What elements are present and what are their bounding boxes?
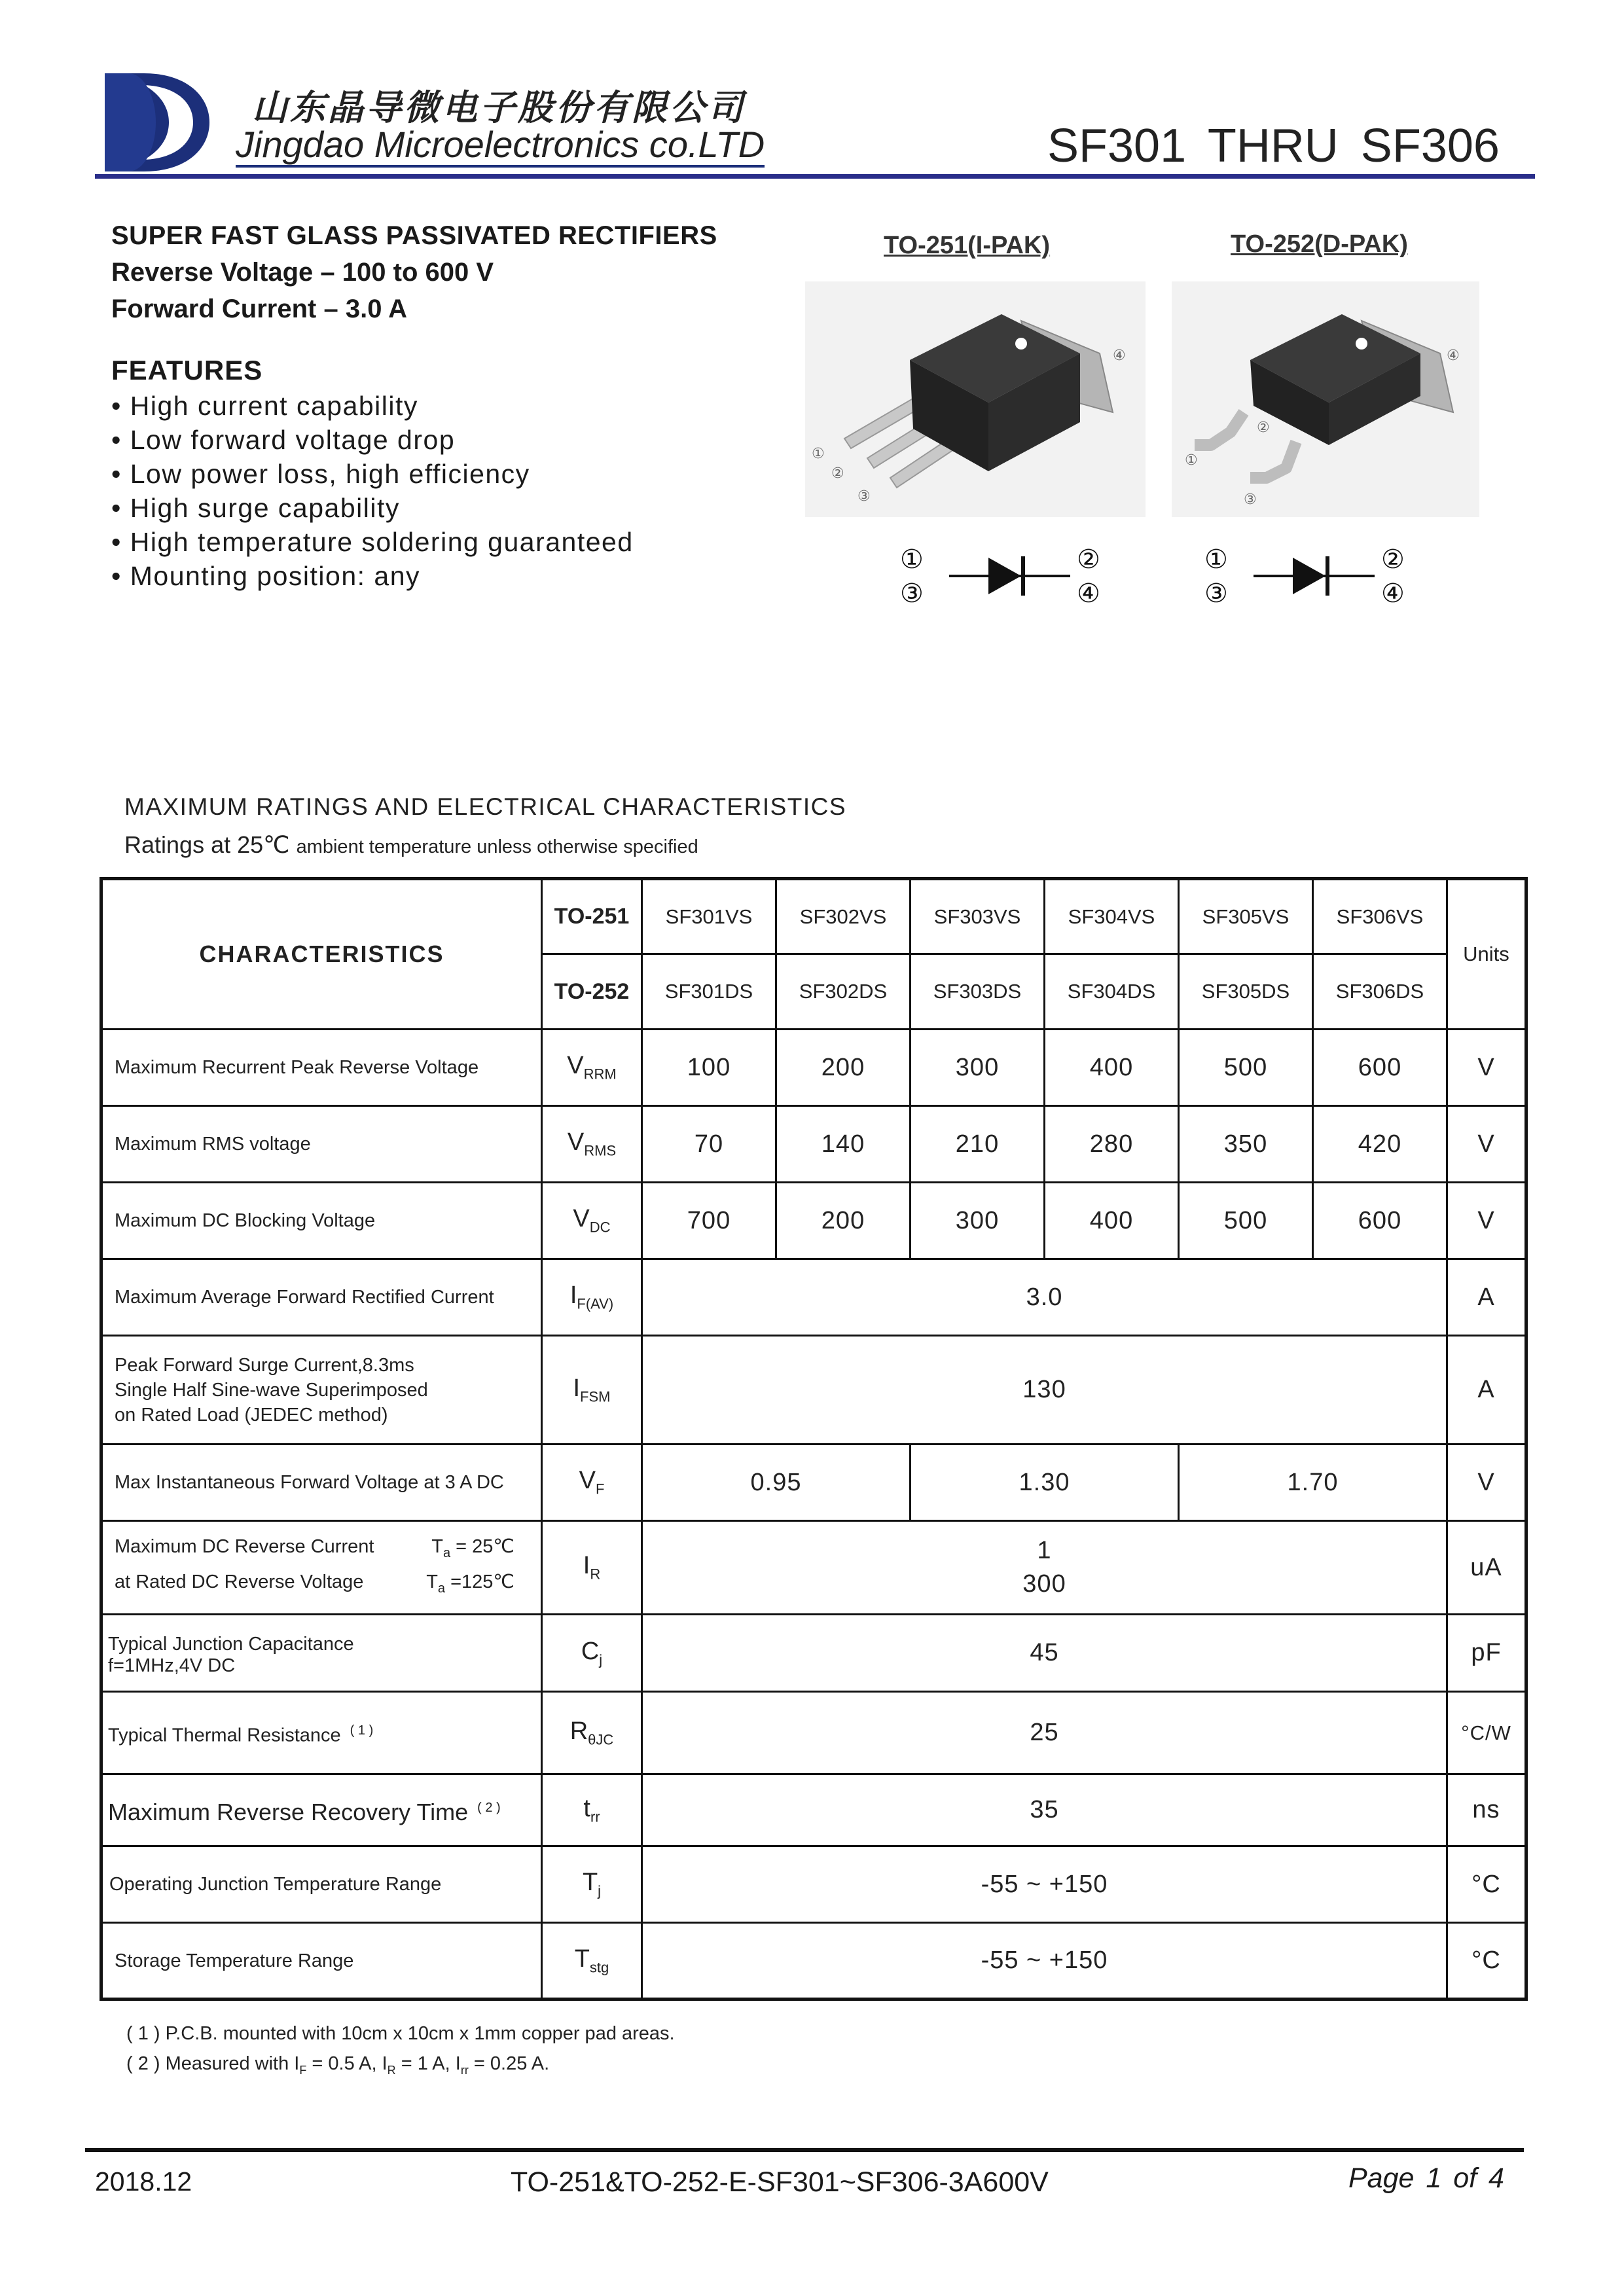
row-description: Max Instantaneous Forward Voltage at 3 A DC: [101, 1444, 542, 1521]
pin-label: ④: [1077, 579, 1100, 609]
value-cell: 45: [642, 1615, 1447, 1692]
pin-label: ③: [900, 579, 924, 609]
pin-label: ②: [1381, 545, 1405, 575]
unit-cell: V: [1447, 1106, 1526, 1183]
feature-item: • High temperature soldering guaranteed: [111, 525, 634, 559]
row-symbol: $V_F$: [542, 1444, 642, 1521]
pin-label: ②: [831, 465, 844, 482]
footer-date: 2018.12: [95, 2166, 192, 2197]
table-row: [101, 1615, 1526, 1692]
row-symbol: $R_{\theta JC}$: [542, 1692, 642, 1774]
value-cell: 70: [642, 1106, 776, 1183]
diode-symbol-icon: [1254, 556, 1375, 596]
pin-label: ④: [1381, 579, 1405, 609]
unit-cell: °C: [1447, 1923, 1526, 2000]
value-cell: 500: [1179, 1030, 1313, 1106]
row-symbol: $V_{RMS}$: [542, 1106, 642, 1183]
footer-page-number: Page 1 of 4: [1348, 2162, 1504, 2194]
row-symbol: $I_{F(AV)}$: [542, 1259, 642, 1336]
footnote-2: ( 2 ) Measured with $I_F = 0.5$ A, $I_R = 1$ A, $I_{rr} = 0.25$ A.: [126, 2053, 550, 2077]
row-symbol: $t_{rr}$: [542, 1774, 642, 1846]
model-cell: SF301VS: [642, 879, 776, 954]
unit-cell: °C/W: [1447, 1692, 1526, 1774]
value-cell: 0.95: [642, 1444, 911, 1521]
row-symbol: $I_{FSM}$: [542, 1336, 642, 1444]
to251-package-image: [805, 281, 1146, 517]
pin-label: ①: [1204, 545, 1228, 575]
value-cell: 350: [1179, 1106, 1313, 1183]
row-description: Maximum Average Forward Rectified Current: [101, 1259, 542, 1336]
value-cell: 25: [642, 1692, 1447, 1774]
value-cell: 700: [642, 1183, 776, 1259]
to252-package-image: [1172, 281, 1479, 517]
unit-cell: V: [1447, 1444, 1526, 1521]
to252-pin-diagram: [1204, 543, 1420, 615]
header-divider: [95, 174, 1535, 179]
row-description: Maximum RMS voltage: [101, 1106, 542, 1183]
ratings-note-main: Ratings at 25℃: [124, 831, 290, 858]
value-cell: 600: [1313, 1030, 1447, 1106]
value-cell: 1 300: [642, 1521, 1447, 1615]
footnotes: [126, 2018, 675, 2085]
footer-document-code: TO-251&TO-252-E-SF301~SF306-3A600V: [511, 2166, 1049, 2198]
table-row: [101, 1106, 1526, 1183]
footnote-1: ( 1 ) P.C.B. mounted with 10cm x 10cm x 1mm copper pad areas.: [126, 2023, 675, 2044]
to251-pin-diagram: [900, 543, 1116, 615]
value-cell: 140: [776, 1106, 911, 1183]
table-row: [101, 1444, 1526, 1521]
value-cell: -55 ~ +150: [642, 1923, 1447, 2000]
model-cell: SF305DS: [1179, 954, 1313, 1030]
pin-label: ③: [1244, 492, 1257, 508]
value-cell: 400: [1045, 1183, 1179, 1259]
ratings-note-detail: ambient temperature unless otherwise specified: [296, 836, 698, 857]
unit-cell: °C: [1447, 1846, 1526, 1923]
value-cell: 210: [911, 1106, 1045, 1183]
value-cell: 1.70: [1179, 1444, 1447, 1521]
model-cell: SF304VS: [1045, 879, 1179, 954]
table-header-row: [101, 879, 1526, 954]
product-type: SUPER FAST GLASS PASSIVATED RECTIFIERS: [111, 221, 717, 250]
pin-label: ②: [1077, 545, 1100, 575]
company-name-english: Jingdao Microelectronics co.LTD: [236, 124, 765, 168]
row-symbol: $T_j$: [542, 1846, 642, 1923]
pin-label: ①: [900, 545, 924, 575]
value-cell: 300: [911, 1183, 1045, 1259]
unit-cell: A: [1447, 1259, 1526, 1336]
row-description: Typical Junction Capacitance f=1MHz,4V DC: [101, 1615, 542, 1692]
package-label: TO-252: [542, 954, 642, 1030]
forward-current-summary: Forward Current – 3.0 A: [111, 295, 407, 323]
table-row: [101, 1846, 1526, 1923]
product-summary: [111, 217, 717, 327]
package-title-to252: TO-252(D-PAK): [1231, 230, 1408, 258]
characteristics-header: CHARACTERISTICS: [101, 879, 542, 1030]
ratings-title: MAXIMUM RATINGS AND ELECTRICAL CHARACTERISTICS: [124, 793, 847, 820]
model-cell: SF302DS: [776, 954, 911, 1030]
feature-item: • Low forward voltage drop: [111, 423, 634, 457]
value-cell: 400: [1045, 1030, 1179, 1106]
model-cell: SF304DS: [1045, 954, 1179, 1030]
pin-label: ③: [1204, 579, 1228, 609]
model-cell: SF301DS: [642, 954, 776, 1030]
table-row: [101, 1774, 1526, 1846]
row-symbol: $V_{RRM}$: [542, 1030, 642, 1106]
table-row: [101, 1692, 1526, 1774]
value-cell: 35: [642, 1774, 1447, 1846]
feature-item: • High current capability: [111, 389, 634, 423]
row-symbol: $T_{stg}$: [542, 1923, 642, 2000]
diode-symbol-icon: [949, 556, 1070, 596]
row-description: Storage Temperature Range: [101, 1923, 542, 2000]
row-description: Maximum Reverse Recovery Time $^{( 2 )}$: [101, 1774, 542, 1846]
ratings-table: [99, 877, 1528, 2001]
value-cell: 500: [1179, 1183, 1313, 1259]
value-cell: 200: [776, 1183, 911, 1259]
features-list: [111, 389, 634, 593]
feature-item: • High surge capability: [111, 491, 634, 525]
value-cell: 600: [1313, 1183, 1447, 1259]
row-symbol: $I_R$: [542, 1521, 642, 1615]
model-cell: SF306VS: [1313, 879, 1447, 954]
footer-divider: [85, 2148, 1524, 2152]
value-cell: -55 ~ +150: [642, 1846, 1447, 1923]
company-logo: [105, 73, 209, 171]
value-cell: 280: [1045, 1106, 1179, 1183]
model-cell: SF303VS: [911, 879, 1045, 954]
unit-cell: A: [1447, 1336, 1526, 1444]
value-cell: 300: [911, 1030, 1045, 1106]
value-cell: 130: [642, 1336, 1447, 1444]
row-description: Maximum DC Reverse Current $T_a$ = 25℃ at Rated DC Reverse Voltage $T_a$ =125℃: [101, 1521, 542, 1615]
table-row: [101, 1521, 1526, 1615]
units-header: Units: [1447, 879, 1526, 1030]
unit-cell: V: [1447, 1183, 1526, 1259]
features-heading: FEATURES: [111, 355, 263, 386]
package-title-to251: TO-251(I-PAK): [884, 232, 1051, 259]
row-description: Maximum Recurrent Peak Reverse Voltage: [101, 1030, 542, 1106]
unit-cell: ns: [1447, 1774, 1526, 1846]
table-row: [101, 1030, 1526, 1106]
table-row: [101, 1183, 1526, 1259]
reverse-voltage-summary: Reverse Voltage – 100 to 600 V: [111, 258, 494, 287]
pin-label: ①: [1185, 452, 1198, 469]
pin-label: ②: [1257, 420, 1270, 436]
row-description: Typical Thermal Resistance $^{( 1 )}$: [101, 1692, 542, 1774]
feature-item: • Low power loss, high efficiency: [111, 457, 634, 491]
row-description: Peak Forward Surge Current,8.3ms Single Half Sine-wave Superimposed on Rated Load (JEDEC method): [101, 1336, 542, 1444]
row-description: Operating Junction Temperature Range: [101, 1846, 542, 1923]
value-cell: 1.30: [911, 1444, 1179, 1521]
pin-label: ①: [812, 446, 825, 462]
unit-cell: uA: [1447, 1521, 1526, 1615]
value-cell: 3.0: [642, 1259, 1447, 1336]
pin-label: ④: [1447, 348, 1460, 364]
model-cell: SF303DS: [911, 954, 1045, 1030]
pin-label: ③: [857, 488, 871, 505]
value-cell: 200: [776, 1030, 911, 1106]
row-symbol: $V_{DC}$: [542, 1183, 642, 1259]
table-row: [101, 1923, 1526, 2000]
row-description: Maximum DC Blocking Voltage: [101, 1183, 542, 1259]
value-cell: 100: [642, 1030, 776, 1106]
company-name-chinese: 山东晶导微电子股份有限公司: [252, 88, 746, 128]
model-cell: SF302VS: [776, 879, 911, 954]
package-label: TO-251: [542, 879, 642, 954]
unit-cell: pF: [1447, 1615, 1526, 1692]
table-row: [101, 1336, 1526, 1444]
part-number-title: SF301 THRU SF306: [1047, 120, 1500, 172]
ratings-note: [124, 831, 698, 859]
pin-label: ④: [1113, 348, 1126, 364]
value-cell: 420: [1313, 1106, 1447, 1183]
feature-item: • Mounting position: any: [111, 559, 634, 593]
model-cell: SF305VS: [1179, 879, 1313, 954]
unit-cell: V: [1447, 1030, 1526, 1106]
table-row: [101, 1259, 1526, 1336]
row-symbol: $C_j$: [542, 1615, 642, 1692]
model-cell: SF306DS: [1313, 954, 1447, 1030]
